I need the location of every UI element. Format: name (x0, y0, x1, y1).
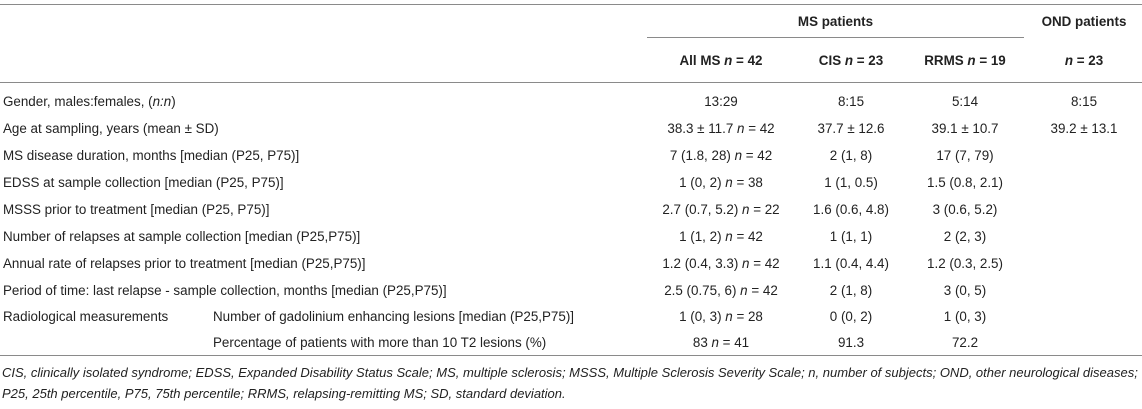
gender-rrms: 5:14 (951, 94, 979, 109)
ond-column-header (1030, 52, 1138, 69)
cis-header-n: n (844, 53, 854, 68)
period-rrms: 3 (0, 5) (943, 283, 987, 298)
annual-rate-all-ms-n: n (742, 256, 750, 271)
table-bottom-rule (0, 355, 1142, 356)
row-label-msss: MSSS prior to treatment [median (P25, P75)] (3, 202, 270, 217)
age-all-ms-value: 38.3 ± 11.7 (667, 121, 738, 136)
age-all-ms-count: = 42 (744, 121, 775, 136)
row-label-edss: EDSS at sample collection [median (P25, P75)] (3, 175, 284, 190)
gadolinium-cis: 0 (0, 2) (829, 309, 873, 324)
row-label-number-of-relapses: Number of relapses at sample collection [median (P25,P75)] (3, 229, 361, 244)
disease-duration-all-ms-value: 7 (1.8, 28) (669, 148, 735, 163)
cis-header-text: CIS (818, 53, 845, 68)
edss-all-ms-value: 1 (0, 2) (679, 175, 726, 190)
disease-duration-all-ms-count: = 42 (742, 148, 773, 163)
row-label-gadolinium-lesions: Number of gadolinium enhancing lesions [median (P25,P75)] (213, 309, 575, 324)
t2-lesions-cis: 91.3 (837, 335, 865, 350)
table-footnote: CIS, clinically isolated syndrome; EDSS, Expanded Disability Status Scale; MS, multiple sclerosis; MSSS, Multiple Sclerosis Severity Scale; n, number of subjects; OND, other neurological diseases; P25, 25th percentile, P75, 75th percentile; RRMS, relapsing-remitting MS; SD, standard deviation. (2, 365, 1138, 401)
age-ond: 39.2 ± 13.1 (1050, 121, 1118, 136)
edss-all-ms (647, 174, 795, 191)
all-ms-header-n: n (724, 53, 733, 68)
row-label-t2-lesions: Percentage of patients with more than 10 T2 lesions (%) (213, 335, 547, 350)
annual-rate-rrms: 1.2 (0.3, 2.5) (927, 256, 1003, 271)
relapses-all-ms-value: 1 (1, 2) (679, 229, 726, 244)
row-label-period-of-time: Period of time: last relapse - sample collection, months [median (P25,P75)] (3, 283, 447, 298)
relapses-rrms: 2 (2, 3) (943, 229, 987, 244)
cis-column-header (800, 52, 902, 69)
t2-lesions-all-ms-count: = 41 (718, 335, 750, 350)
edss-rrms: 1.5 (0.8, 2.1) (927, 175, 1003, 190)
row-label-radiological: Radiological measurements (3, 309, 169, 324)
ms-group-underline (647, 37, 1024, 38)
annual-rate-all-ms (647, 255, 795, 272)
all-ms-column-header (647, 52, 795, 69)
edss-all-ms-n: n (725, 175, 733, 190)
ond-header-count: = 23 (1073, 53, 1104, 68)
annual-rate-all-ms-count: = 42 (749, 256, 780, 271)
all-ms-header-count: = 42 (732, 53, 763, 68)
disease-duration-all-ms-n: n (734, 148, 743, 163)
ond-header-n: n (1064, 53, 1074, 68)
t2-lesions-all-ms (647, 334, 795, 351)
period-all-ms (647, 282, 795, 299)
age-all-ms (647, 120, 795, 137)
header-bottom-rule (0, 82, 1142, 83)
disease-duration-cis: 2 (1, 8) (829, 148, 873, 163)
ms-patients-header: MS patients (797, 14, 874, 29)
gender-all-ms: 13:29 (704, 94, 738, 109)
row-label-annual-rate: Annual rate of relapses prior to treatment [median (P25,P75)] (3, 256, 366, 271)
gender-label-text: Gender, males:females, ( (3, 94, 153, 109)
rrms-column-header (906, 52, 1024, 69)
rrms-header-n: n (967, 53, 976, 68)
t2-lesions-rrms: 72.2 (951, 335, 979, 350)
ond-patients-header: OND patients (1041, 14, 1127, 29)
gender-label-close: ) (171, 94, 176, 109)
gender-ond: 8:15 (1070, 94, 1098, 109)
edss-cis: 1 (1, 0.5) (824, 175, 878, 190)
t2-lesions-all-ms-n: n (711, 335, 719, 350)
msss-rrms: 3 (0.6, 5.2) (932, 202, 998, 217)
age-cis: 37.7 ± 12.6 (817, 121, 885, 136)
cis-header-count: = 23 (853, 53, 884, 68)
disease-duration-all-ms (647, 147, 795, 164)
t2-lesions-all-ms-value: 83 (692, 335, 712, 350)
disease-duration-rrms: 17 (7, 79) (936, 148, 994, 163)
gadolinium-all-ms-n: n (725, 309, 733, 324)
row-label-gender (3, 93, 176, 110)
row-label-age: Age at sampling, years (mean ± SD) (3, 121, 219, 136)
period-all-ms-value: 2.5 (0.75, 6) (664, 283, 741, 298)
msss-all-ms (647, 201, 795, 218)
relapses-all-ms-count: = 42 (732, 229, 763, 244)
gadolinium-rrms: 1 (0, 3) (943, 309, 987, 324)
gender-cis: 8:15 (837, 94, 865, 109)
relapses-all-ms (647, 228, 795, 245)
rrms-header-text: RRMS (924, 53, 968, 68)
age-all-ms-n: n (737, 121, 745, 136)
gadolinium-all-ms-count: = 28 (732, 309, 763, 324)
msss-all-ms-n: n (742, 202, 750, 217)
period-all-ms-count: = 42 (747, 283, 778, 298)
msss-cis: 1.6 (0.6, 4.8) (813, 202, 889, 217)
relapses-all-ms-n: n (725, 229, 733, 244)
age-rrms: 39.1 ± 10.7 (931, 121, 999, 136)
all-ms-header-text: All MS (679, 53, 725, 68)
period-cis: 2 (1, 8) (829, 283, 873, 298)
msss-all-ms-value: 2.7 (0.7, 5.2) (662, 202, 743, 217)
edss-all-ms-count: = 38 (732, 175, 763, 190)
gadolinium-all-ms-value: 1 (0, 3) (679, 309, 726, 324)
row-label-disease-duration: MS disease duration, months [median (P25, P75)] (3, 148, 300, 163)
gender-label-nn: n:n (152, 94, 172, 109)
annual-rate-cis: 1.1 (0.4, 4.4) (813, 256, 889, 271)
gadolinium-all-ms (647, 308, 795, 325)
msss-all-ms-count: = 22 (749, 202, 780, 217)
rrms-header-count: = 19 (975, 53, 1006, 68)
table-top-rule (0, 4, 1142, 5)
period-all-ms-n: n (740, 283, 748, 298)
relapses-cis: 1 (1, 1) (829, 229, 873, 244)
annual-rate-all-ms-value: 1.2 (0.4, 3.3) (662, 256, 743, 271)
